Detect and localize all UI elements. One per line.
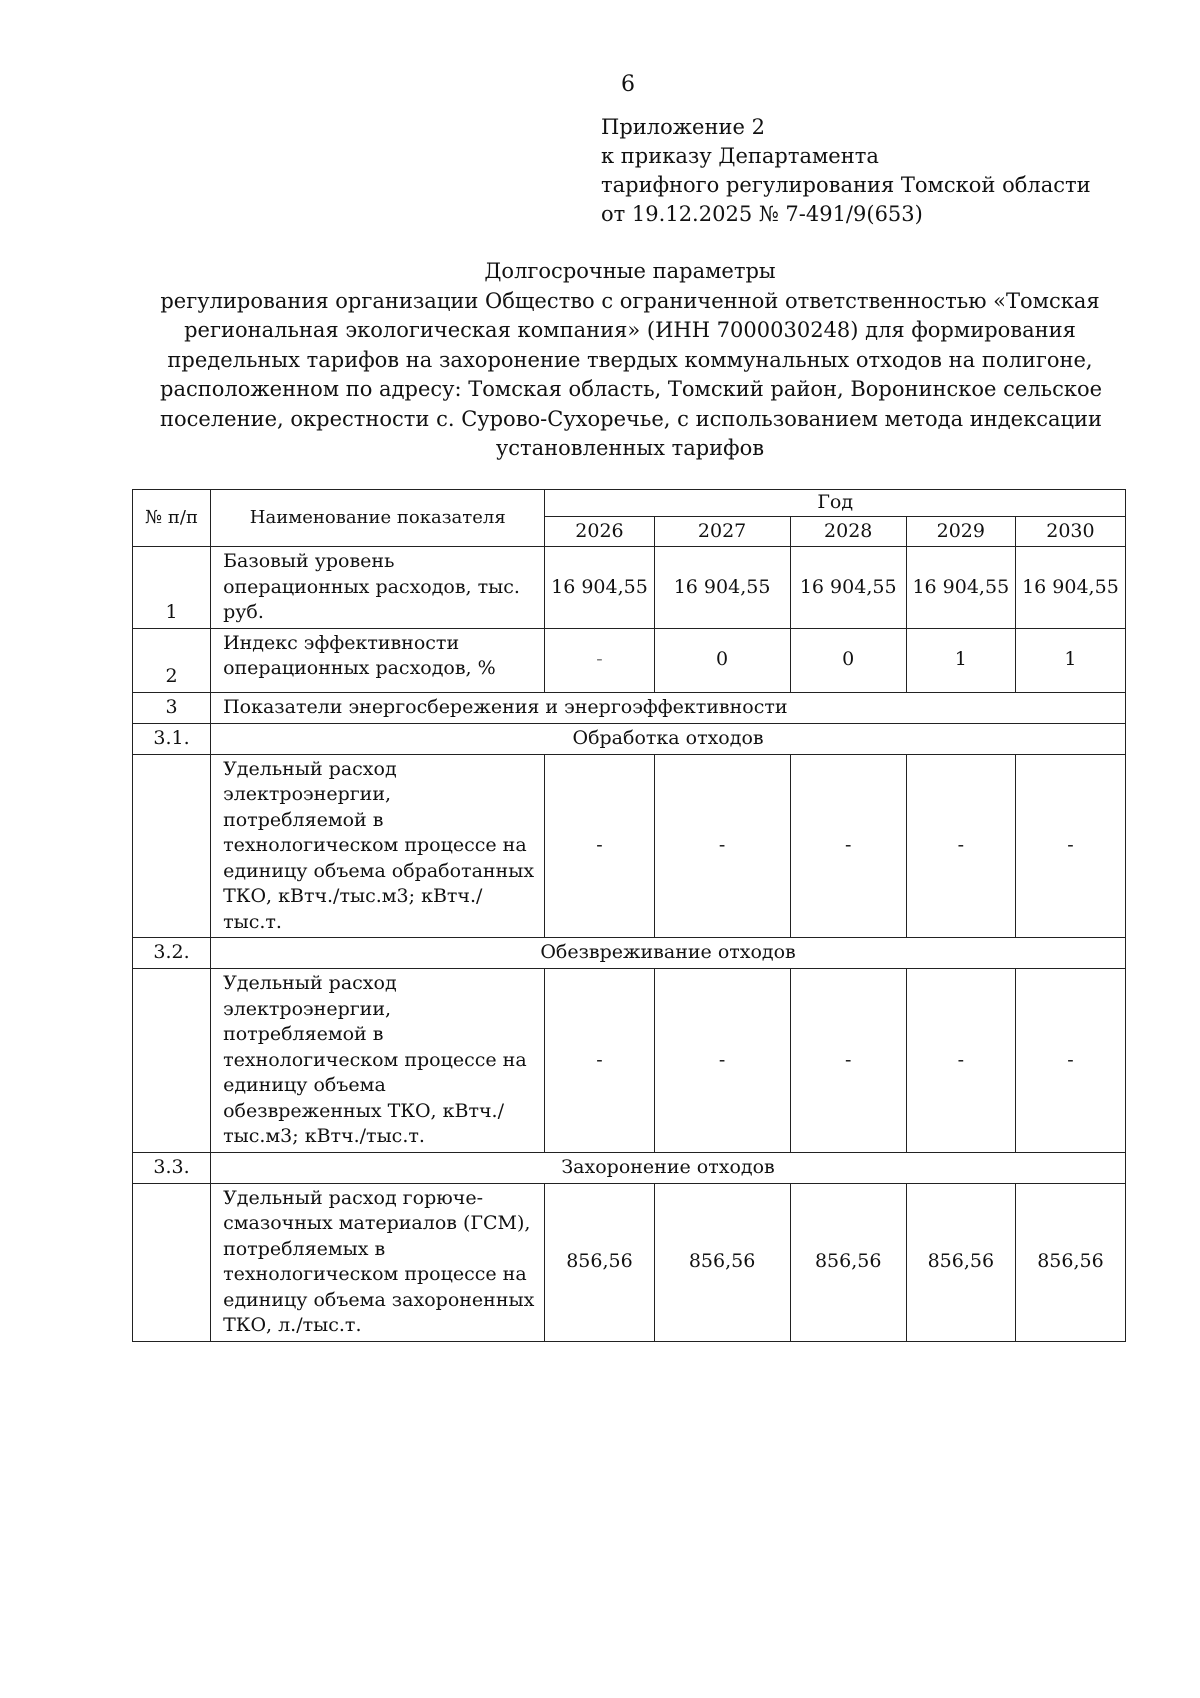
row-value: 16 904,55 <box>1015 547 1125 629</box>
row-value: - <box>654 754 790 938</box>
row-num: 2 <box>133 628 211 692</box>
header-year: 2028 <box>790 517 906 547</box>
title-line: установленных тарифов <box>495 436 765 460</box>
row-name: Удельный расход электроэнергии, потребляемой в технологическом процессе на единицу объема обработанных ТКО, кВтч./тыс.м3; кВтч./тыс.т. <box>211 754 545 938</box>
row-num-empty <box>133 754 211 938</box>
row-name: Удельный расход горюче-смазочных материалов (ГСМ), потребляемых в технологическом процессе на единицу объема захороненных ТКО, л./тыс.т. <box>211 1183 545 1341</box>
row-value: 856,56 <box>654 1183 790 1341</box>
row-value: 16 904,55 <box>906 547 1015 629</box>
table-row <box>133 723 1126 754</box>
row-name: Удельный расход электроэнергии, потребляемой в технологическом процессе на единицу объема обезвреженных ТКО, кВтч./тыс.м3; кВтч./тыс.т. <box>211 969 545 1153</box>
row-value: 856,56 <box>906 1183 1015 1341</box>
row-value: 16 904,55 <box>790 547 906 629</box>
header-year-group: Год <box>545 490 1126 517</box>
appendix-line: Приложение 2 <box>601 115 765 139</box>
row-num: 3.3. <box>133 1152 211 1183</box>
row-num: 3.1. <box>133 723 211 754</box>
title-line: регулирования организации Общество с ограниченной ответственностью «Томская <box>160 288 1100 313</box>
header-year: 2027 <box>654 517 790 547</box>
table-row <box>133 692 1126 723</box>
title-line: расположенном по адресу: Томская область, Томский район, Воронинское сельское <box>160 377 1103 401</box>
row-value: - <box>654 969 790 1153</box>
row-value: - <box>1015 969 1125 1153</box>
page-number: 6 <box>621 72 635 97</box>
row-value: - <box>790 969 906 1153</box>
row-value: - <box>906 754 1015 938</box>
row-num: 1 <box>133 547 211 629</box>
row-value: 1 <box>1015 628 1125 692</box>
row-value: 0 <box>790 628 906 692</box>
document-title <box>160 257 1103 464</box>
row-value: 1 <box>906 628 1015 692</box>
header-year: 2029 <box>906 517 1015 547</box>
title-line: предельных тарифов на захоронение твердых коммунальных отходов на полигоне, <box>167 347 1093 372</box>
appendix-block <box>601 113 1091 229</box>
row-name: Индекс эффективности операционных расходов, % <box>211 628 545 692</box>
section-heading: Показатели энергосбережения и энергоэффективности <box>211 692 1126 723</box>
row-value: - <box>545 628 654 692</box>
row-num: 3 <box>133 692 211 723</box>
subsection-heading: Обезвреживание отходов <box>211 938 1126 969</box>
row-value: - <box>906 969 1015 1153</box>
subsection-heading: Обработка отходов <box>211 723 1126 754</box>
row-value: - <box>545 969 654 1153</box>
row-value: 0 <box>654 628 790 692</box>
row-value: 856,56 <box>545 1183 654 1341</box>
table-row <box>133 969 1126 1153</box>
row-value: 16 904,55 <box>545 547 654 629</box>
header-year: 2026 <box>545 517 654 547</box>
row-value: 16 904,55 <box>654 547 790 629</box>
header-num: № п/п <box>133 490 211 547</box>
header-name: Наименование показателя <box>211 490 545 547</box>
appendix-line: тарифного регулирования Томской области <box>601 173 1091 197</box>
table-row <box>133 938 1126 969</box>
row-value: 856,56 <box>1015 1183 1125 1341</box>
row-num-empty <box>133 969 211 1153</box>
row-value: - <box>790 754 906 938</box>
table-row <box>133 628 1126 692</box>
appendix-line: от 19.12.2025 № 7-491/9(653) <box>601 202 923 226</box>
title-line: Долгосрочные параметры <box>484 259 776 283</box>
appendix-line: к приказу Департамента <box>601 144 879 168</box>
table-row <box>133 754 1126 938</box>
row-num: 3.2. <box>133 938 211 969</box>
table-row <box>133 1183 1126 1341</box>
row-name: Базовый уровень операционных расходов, тыс. руб. <box>211 547 545 629</box>
row-value: - <box>545 754 654 938</box>
row-value: - <box>1015 754 1125 938</box>
row-value: 856,56 <box>790 1183 906 1341</box>
table-row <box>133 1152 1126 1183</box>
table-row <box>133 547 1126 629</box>
row-num-empty <box>133 1183 211 1341</box>
parameters-table <box>132 489 1126 1342</box>
subsection-heading: Захоронение отходов <box>211 1152 1126 1183</box>
header-year: 2030 <box>1015 517 1125 547</box>
title-line: поселение, окрестности с. Сурово-Сухоречье, с использованием метода индексации <box>160 406 1103 431</box>
title-line: региональная экологическая компания» (ИНН 7000030248) для формирования <box>184 318 1076 342</box>
